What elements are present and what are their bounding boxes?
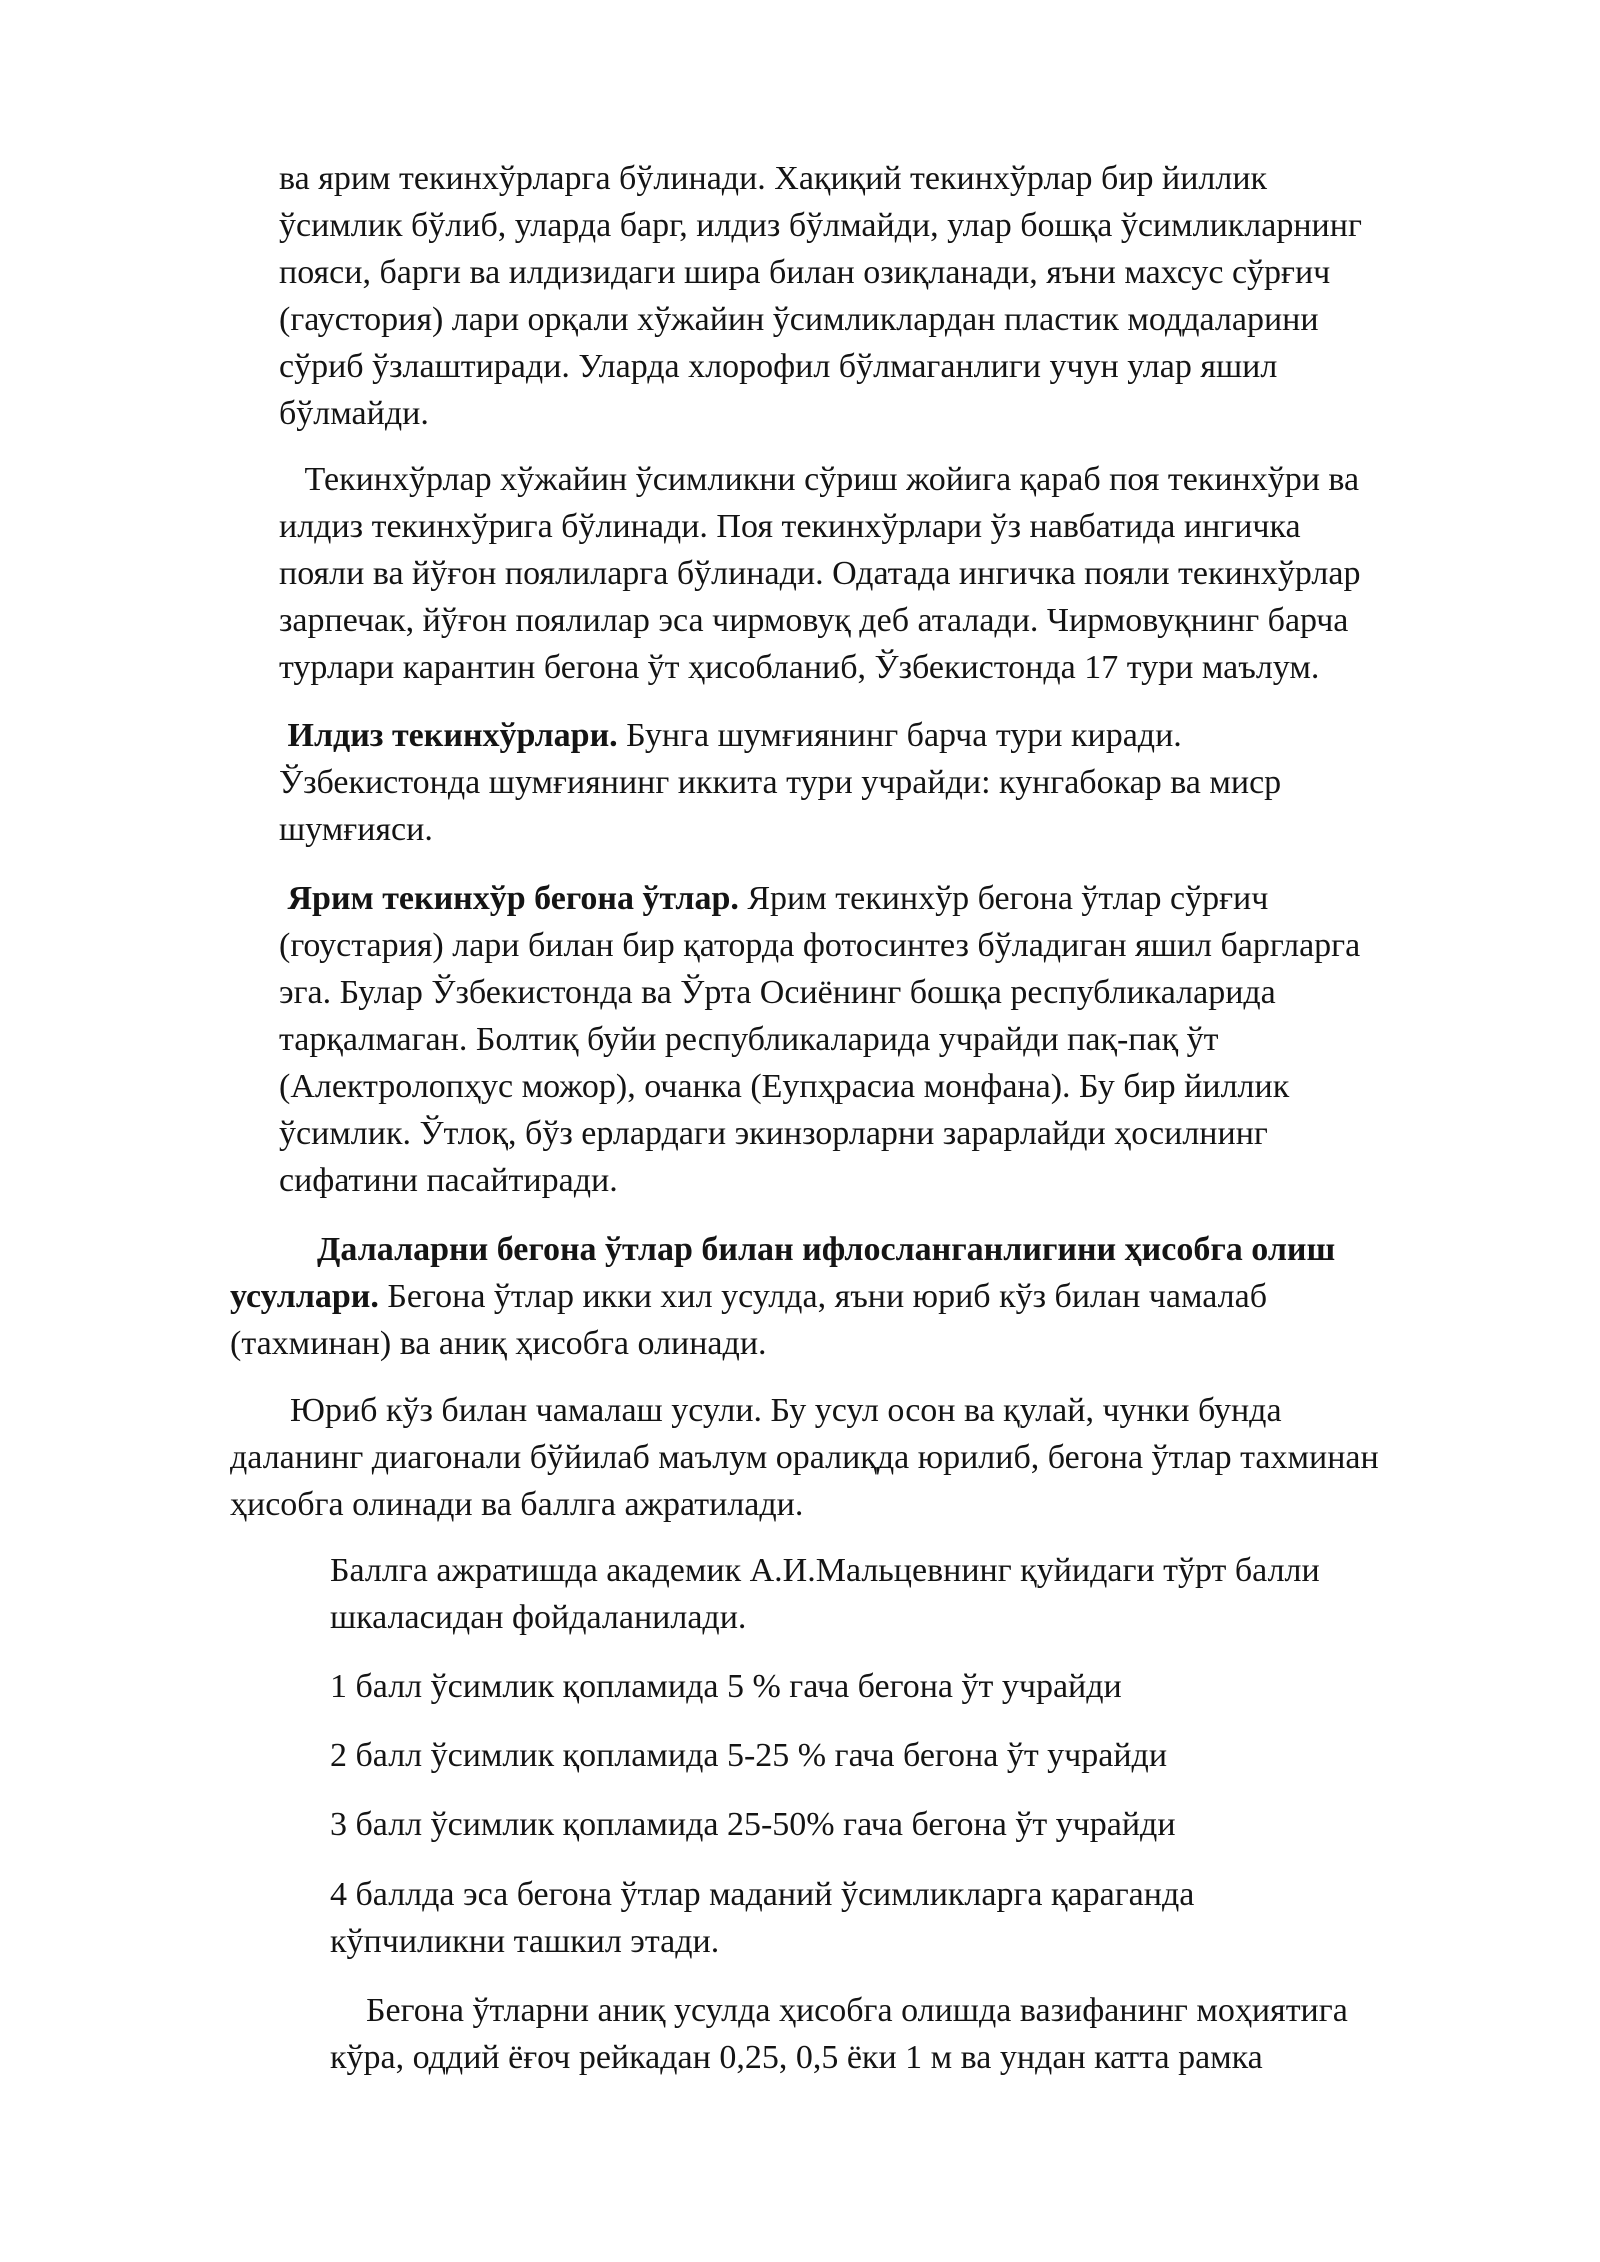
text-line: илдиз текинхўрига бўлинади. Поя текинхўрлари ўз навбатида ингичка [279,508,1301,545]
scale-item-2 [330,1732,1167,1779]
text-line: пояси, барги ва илдизидаги шира билан озиқланади, яъни махсус сўрғич [279,254,1331,291]
text-line: тарқалмаган. Болтиқ буйи республикаларида учрайди пақ-пақ ўт [279,1021,1219,1058]
text-line: ўсимлик. Ўтлоқ, бўз ерлардаги экинзорларни зарарлайди ҳосилнинг [279,1115,1268,1152]
text-line: (тахминан) ва аниқ ҳисобга олинади. [230,1325,767,1362]
text-run: Ярим текинхўр бегона ўтлар сўрғич [738,880,1269,917]
text-line: даланинг диагонали бўйилаб маълум оралиқда юрилиб, бегона ўтлар тахминан [230,1439,1379,1476]
text-line: Юриб кўз билан чамалаш усули. Бу усул осон ва қулай, чунки бунда [290,1392,1282,1429]
paragraph-exact-method [330,1987,1348,2081]
text-line [230,1273,1335,1320]
paragraph-stem-root-parasites [279,456,1360,691]
text-line: зарпечак, йўғон поялилар эса чирмовуқ деб аталади. Чирмовуқнинг барча [279,602,1349,639]
text-line: шумғияси. [279,811,433,848]
text-line: 3 балл ўсимлик қопламида 25-50% гача бегона ўт учрайди [330,1806,1176,1843]
paragraph-field-weed-accounting [230,1226,1335,1367]
text-line: (гоустария) лари билан бир қаторда фотосинтез бўладиган яшил баргларга [279,927,1361,964]
text-line [279,875,1360,922]
paragraph-semi-parasites [279,875,1360,1204]
section-heading: усуллари. [230,1278,379,1315]
text-line: турлари карантин бегона ўт ҳисобланиб, Ўзбекистонда 17 тури маълум. [279,649,1320,686]
text-line: (Алектролопҳус можор), очанка (Еупҳрасиа монфана). Бу бир йиллик [279,1068,1290,1105]
text-line: сўриб ўзлаштиради. Уларда хлорофил бўлмаганлиги учун улар яшил [279,348,1278,385]
text-line [279,712,1281,759]
text-line: Ўзбекистонда шумғиянинг иккита тури учрайди: кунгабокар ва миср [279,764,1282,801]
text-line: Бегона ўтларни аниқ усулда ҳисобга олишда вазифанинг моҳиятига [366,1992,1348,2029]
text-line: сифатини пасайтиради. [279,1162,618,1199]
section-heading: Илдиз текинхўрлари. [279,717,618,754]
scale-item-4 [330,1871,1194,1965]
text-line: эга. Булар Ўзбекистонда ва Ўрта Осиёнинг бошқа республикаларида [279,974,1276,1011]
text-line: шкаласидан фойдаланилади. [330,1599,747,1636]
paragraph-root-parasites [279,712,1281,853]
text-line: Текинхўрлар хўжайин ўсимликни сўриш жойига қараб поя текинхўри ва [279,461,1360,498]
text-line: 2 балл ўсимлик қопламида 5-25 % гача бегона ўт учрайди [330,1737,1168,1774]
text-line: бўлмайди. [279,395,429,432]
text-line: кўра, оддий ёғоч рейкадан 0,25, 0,5 ёки 1 м ва ундан катта рамка [330,2039,1263,2076]
paragraph-scale-intro [330,1547,1320,1641]
text-line: 4 баллда эса бегона ўтлар маданий ўсимликларга қараганда [330,1876,1195,1913]
text-line: 1 балл ўсимлик қопламида 5 % гача бегона ўт учрайди [330,1668,1122,1705]
text-line: ва ярим текинхўрларга бўлинади. Хақиқий текинхўрлар бир йиллик [279,160,1268,197]
section-heading: Ярим текинхўр бегона ўтлар. [279,880,739,917]
scale-item-3 [330,1801,1176,1848]
text-line: ҳисобга олинади ва баллга ажратилади. [230,1486,804,1523]
text-line: Баллга ажратишда академик А.И.Мальцевнинг қуйидаги тўрт балли [330,1552,1320,1589]
text-run: Бегона ўтлар икки хил усулда, яъни юриб кўз билан чамалаб [378,1278,1267,1315]
text-line: ўсимлик бўлиб, уларда барг, илдиз бўлмайди, улар бошқа ўсимликларнинг [279,207,1362,244]
paragraph-parasites-intro [279,155,1362,437]
paragraph-visual-estimation [230,1387,1379,1528]
text-line: кўпчиликни ташкил этади. [330,1923,720,1960]
text-run: Бунга шумғиянинг барча тури киради. [617,717,1182,754]
text-line [230,1226,1335,1273]
section-heading: Далаларни бегона ўтлар билан ифлосланганлигини ҳисобга олиш [317,1231,1336,1268]
text-line: (гаустория) лари орқали хўжайин ўсимликлардан пластик моддаларини [279,301,1319,338]
text-line: пояли ва йўғон поялиларга бўлинади. Одатада ингичка пояли текинхўрлар [279,555,1361,592]
scale-item-1 [330,1663,1122,1710]
